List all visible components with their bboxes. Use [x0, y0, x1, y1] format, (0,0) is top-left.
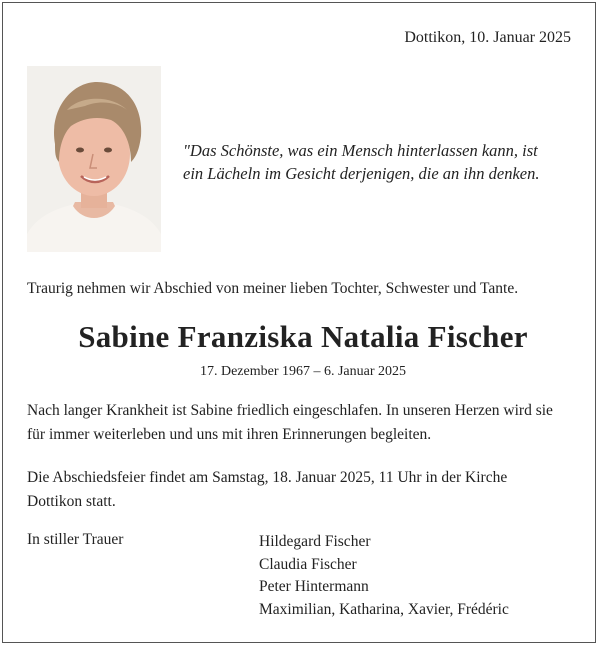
notice-frame [2, 2, 596, 643]
quote-line: ein Lächeln im Gesicht derjenigen, die an ihn denken. [183, 164, 540, 183]
intro-text: Traurig nehmen wir Abschied von meiner lieben Tochter, Schwester und Tante. [27, 280, 519, 297]
mourner-name: Hildegard Fischer [259, 533, 371, 550]
memorial-quote [183, 139, 583, 185]
closing-phrase: In stiller Trauer [27, 531, 124, 548]
paragraph-line: für immer weiterleben und uns mit ihren Erinnerungen begleiten. [27, 426, 432, 443]
portrait-photo [27, 66, 161, 252]
paragraph-line: Die Abschiedsfeier findet am Samstag, 18. Januar 2025, 11 Uhr in der Kirche [27, 469, 508, 486]
paragraph-line: Nach langer Krankheit ist Sabine friedlich eingeschlafen. In unseren Herzen wird sie [27, 402, 553, 419]
quote-line: "Das Schönste, was ein Mensch hinterlassen kann, ist [183, 141, 538, 160]
paragraph-ceremony [27, 466, 587, 514]
place-date: Dottikon, 10. Januar 2025 [404, 29, 571, 46]
paragraph-farewell [27, 399, 587, 447]
paragraph-line: Dottikon statt. [27, 493, 116, 510]
mourner-name: Maximilian, Katharina, Xavier, Frédéric [259, 600, 509, 618]
portrait-photo-icon [27, 66, 161, 252]
mourner-name: Peter Hintermann [259, 578, 369, 595]
life-dates: 17. Dezember 1967 – 6. Januar 2025 [199, 364, 407, 379]
deceased-name: Sabine Franziska Natalia Fischer [78, 319, 528, 354]
mourners-list [259, 531, 509, 621]
mourner-name: Claudia Fischer [259, 555, 357, 573]
